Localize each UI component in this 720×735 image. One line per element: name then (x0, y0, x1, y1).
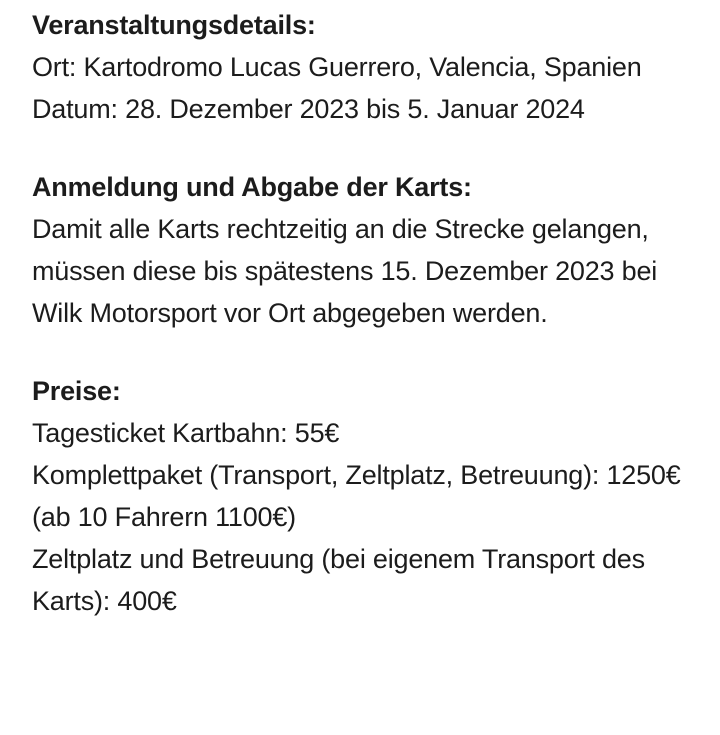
registration-text: Damit alle Karts rechtzeitig an die Strecke gelangen, müssen diese bis spätestens 15. Dezember 2023 bei Wilk Motorsport vor Ort abgegeben werden. (32, 214, 658, 328)
event-location: Ort: Kartodromo Lucas Guerrero, Valencia, Spanien (32, 52, 642, 82)
event-details-heading: Veranstaltungsdetails: (32, 10, 316, 40)
registration-heading: Anmeldung und Abgabe der Karts: (32, 172, 472, 202)
event-info (32, 4, 692, 622)
prices-section (32, 370, 692, 622)
event-details-section (32, 4, 692, 130)
prices-heading: Preise: (32, 376, 121, 406)
price-item-complete-package: Komplettpaket (Transport, Zeltplatz, Betreuung): 1250€ (ab 10 Fahrern 1100€) (32, 460, 681, 532)
price-item-campsite-support: Zeltplatz und Betreuung (bei eigenem Transport des Karts): 400€ (32, 544, 645, 616)
price-item-day-ticket: Tagesticket Kartbahn: 55€ (32, 418, 340, 448)
event-date: Datum: 28. Dezember 2023 bis 5. Januar 2024 (32, 94, 585, 124)
registration-section (32, 166, 692, 334)
